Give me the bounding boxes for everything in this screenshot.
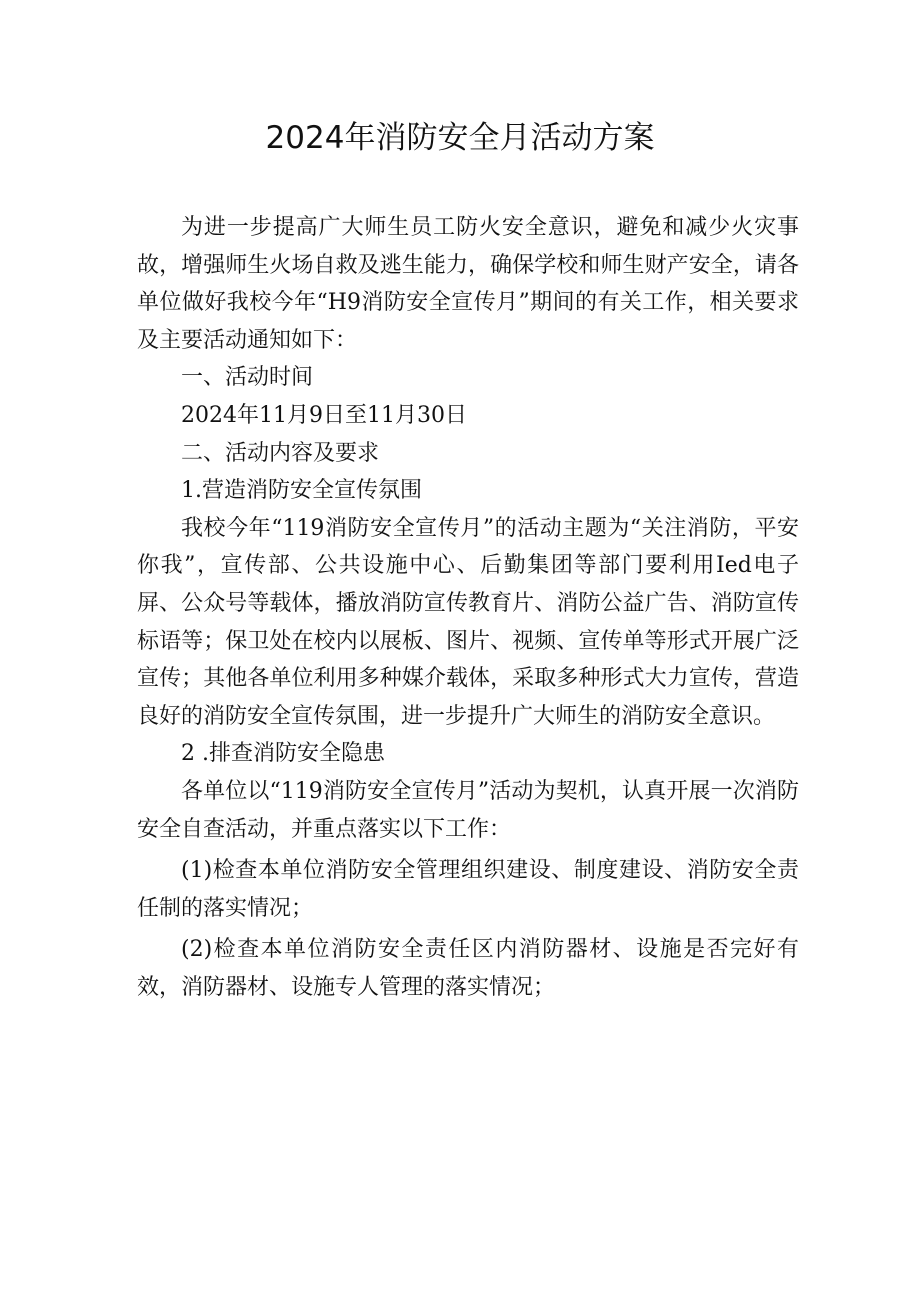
section-heading-time: 一、活动时间: [181, 365, 314, 391]
intro-paragraph: 为进一步提高广大师生员工防火安全意识，避免和减少火灾事故，增强师生火场自救及逃生能力，确保学校和师生财产安全，请各单位做好我校今年“H9消防安全宣传月”期间的有关工作，相关要求及主要活动通知如下：: [137, 215, 799, 353]
check-item-1: (1)检查本单位消防安全管理组织建设、制度建设、消防安全责任制的落实情况；: [137, 858, 799, 921]
subheading-hazards: 2 .排查消防安全隐患: [181, 741, 385, 767]
subheading-atmosphere: 1.营造消防安全宣传氛围: [181, 478, 422, 504]
section-heading-content: 二、活动内容及要求: [181, 440, 380, 466]
atmosphere-paragraph: 我校今年“119消防安全宣传月”的活动主题为“关注消防，平安你我”，宣传部、公共设施中心、后勤集团等部门要利用Ied电子屏、公众号等载体，播放消防宣传教育片、消防公益广告、消防宣传标语等；保卫处在校内以展板、图片、视频、宣传单等形式开展广泛宣传；其他各单位利用多种媒介载体，采取多种形式大力宣传，营造良好的消防安全宣传氛围，进一步提升广大师生的消防安全意识。: [137, 515, 799, 729]
document-title: 2024年消防安全月活动方案: [265, 120, 655, 156]
hazards-paragraph: 各单位以“119消防安全宣传月”活动为契机，认真开展一次消防安全自查活动，并重点落实以下工作：: [137, 778, 799, 842]
document-body: [137, 209, 799, 1006]
activity-date-range: 2024年11月9日至11月30日: [181, 402, 467, 428]
check-item-2: (2)检查本单位消防安全责任区内消防器材、设施是否完好有效，消防器材、设施专人管理的落实情况；: [137, 937, 799, 1000]
